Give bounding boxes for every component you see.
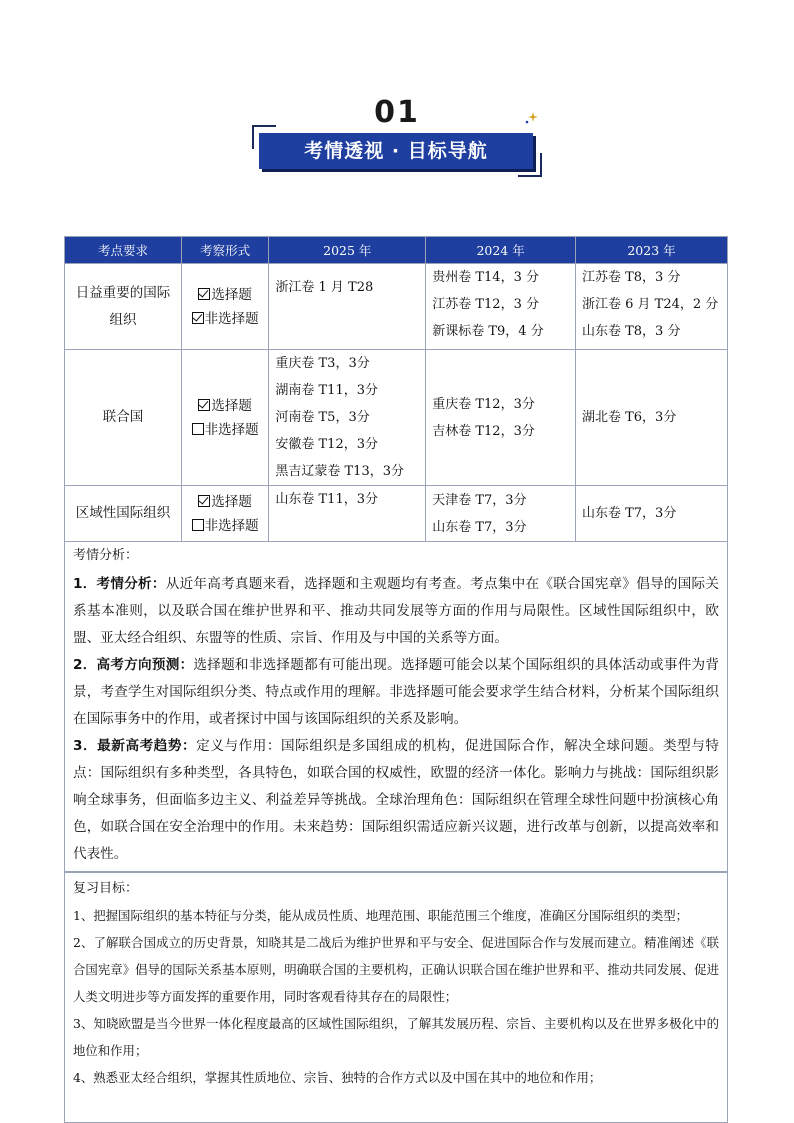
year-2023-cell — [575, 350, 727, 486]
form-cell — [181, 350, 268, 486]
analysis-item — [73, 571, 719, 652]
topic-cell: 日益重要的国际组织 — [65, 264, 182, 350]
analysis-section — [64, 538, 728, 872]
header-2024: 2024 年 — [426, 237, 576, 264]
exam-item: 天津卷 T7，3分 — [432, 492, 527, 508]
year-2025-cell — [269, 350, 426, 486]
table-row — [65, 264, 728, 350]
exam-item: 山东卷 T11，3分 — [275, 492, 378, 507]
goal-item: 2、了解联合国成立的历史背景，知晓其是二战后为维护世界和平与安全、促进国际合作与发展而建立。精准阐述《联合国宪章》倡导的国际关系基本原则，明确联合国的主要机构，正确认识联合国在维护世界和平、推动共同发展、促进人类文明进步等方面发挥的重要作用，同时客观看待其存在的局限性； — [73, 935, 719, 1004]
exam-item: 湖南卷 T11，3分 — [275, 383, 378, 398]
analysis-item-label: 2．高考方向预测： — [73, 657, 194, 673]
exam-item: 吉林卷 T12，3分 — [432, 423, 535, 439]
topic-cell: 区域性国际组织 — [65, 486, 182, 542]
header-2025: 2025 年 — [269, 237, 426, 264]
analysis-item — [73, 652, 719, 733]
sparkle-icon — [524, 112, 538, 126]
header-2023: 2023 年 — [575, 237, 727, 264]
exam-item: 湖北卷 T6，3分 — [581, 410, 677, 425]
form-option: 非选择题 — [188, 514, 262, 538]
analysis-item-label: 3．最新高考趋势： — [73, 738, 197, 754]
goal-item: 3、知晓欧盟是当今世界一体化程度最高的区域性国际组织，了解其发展历程、宗旨、主要机构以及在世界多极化中的地位和作用； — [73, 1016, 719, 1058]
analysis-item-text: 从近年高考真题来看，选择题和主观题均有考查。考点集中在《联合国宪章》倡导的国际关系基本准则，以及联合国在维护世界和平、推动共同发展等方面的作用与局限性。区域性国际组织中，欧盟、亚太经合组织、东盟等的性质、宗旨、作用及与中国的关系等方面。 — [73, 576, 719, 646]
exam-item: 江苏卷 T12，3 分 — [432, 297, 539, 312]
goal-item: 4、熟悉亚太经合组织，掌握其性质地位、宗旨、独特的合作方式以及中国在其中的地位和作用； — [73, 1070, 602, 1085]
checkbox-checked-icon — [198, 399, 210, 411]
exam-item: 重庆卷 T12，3分 — [432, 396, 535, 412]
checkbox-empty-icon — [192, 423, 204, 435]
exam-item: 山东卷 T7，3分 — [432, 519, 527, 535]
exam-item: 安徽卷 T12，3分 — [275, 437, 378, 452]
form-option: 非选择题 — [188, 418, 262, 442]
exam-item: 贵州卷 T14，3 分 — [432, 270, 539, 285]
year-2023-cell — [575, 486, 727, 542]
exam-item: 山东卷 T8，3 分 — [581, 324, 681, 339]
form-option: 非选择题 — [188, 307, 262, 331]
analysis-item-label: 1．考情分析： — [73, 576, 166, 592]
year-2025-cell — [269, 264, 426, 350]
exam-item: 江苏卷 T8，3 分 — [581, 270, 681, 285]
year-2025-cell — [269, 486, 426, 542]
goals-section — [64, 872, 728, 1123]
exam-item: 黑吉辽蒙卷 T13，3分 — [275, 464, 404, 479]
analysis-title: 考情分析： — [73, 548, 139, 563]
form-option: 选择题 — [188, 490, 262, 514]
year-2024-cell — [426, 486, 576, 542]
topic-cell: 联合国 — [65, 350, 182, 486]
exam-item: 新课标卷 T9，4 分 — [432, 324, 544, 339]
banner-title: 考情透视 · 目标导航 — [259, 133, 533, 169]
header-topic: 考点要求 — [65, 237, 182, 264]
year-2024-cell — [426, 264, 576, 350]
section-number: 01 — [374, 95, 420, 130]
table-header-row — [65, 237, 728, 264]
checkbox-checked-icon — [192, 312, 204, 324]
exam-item: 河南卷 T5，3分 — [275, 410, 370, 425]
analysis-item — [73, 733, 719, 868]
form-option: 选择题 — [188, 283, 262, 307]
exam-item: 浙江卷 6 月 T24，2 分 — [581, 297, 719, 312]
form-cell — [181, 486, 268, 542]
goals-title: 复习目标： — [73, 881, 139, 896]
exam-item: 重庆卷 T3，3分 — [275, 356, 370, 371]
year-2024-cell — [426, 350, 576, 486]
checkbox-empty-icon — [192, 519, 204, 531]
table-row — [65, 350, 728, 486]
form-cell — [181, 264, 268, 350]
goal-item: 1、把握国际组织的基本特征与分类，能从成员性质、地理范围、职能范围三个维度，准确区分国际组织的类型； — [73, 908, 689, 923]
header-form: 考察形式 — [181, 237, 268, 264]
year-2023-cell — [575, 264, 727, 350]
exam-item: 山东卷 T7，3分 — [581, 506, 677, 521]
checkbox-checked-icon — [198, 495, 210, 507]
table-row — [65, 486, 728, 542]
analysis-item-text: 定义与作用：国际组织是多国组成的机构，促进国际合作，解决全球问题。类型与特点：国际组织有多种类型，各具特色，如联合国的权威性，欧盟的经济一体化。影响力与挑战：国际组织影响全球事务，但面临多边主义、利益差异等挑战。全球治理角色：国际组织在管理全球性问题中扮演核心角色，如联合国在安全治理中的作用。未来趋势：国际组织需适应新兴议题，进行改革与创新，以提高效率和代表性。 — [73, 738, 719, 862]
exam-item: 浙江卷 1 月 T28 — [275, 280, 374, 295]
form-option: 选择题 — [188, 394, 262, 418]
checkbox-checked-icon — [198, 288, 210, 300]
analysis-item-text: 选择题和非选择题都有可能出现。选择题可能会以某个国际组织的具体活动或事件为背景，考查学生对国际组织分类、特点或作用的理解。非选择题可能会要求学生结合材料，分析某个国际组织在国际事务中的作用，或者探讨中国与该国际组织的关系及影响。 — [73, 657, 719, 727]
exam-table — [64, 236, 728, 542]
section-banner — [252, 125, 542, 177]
